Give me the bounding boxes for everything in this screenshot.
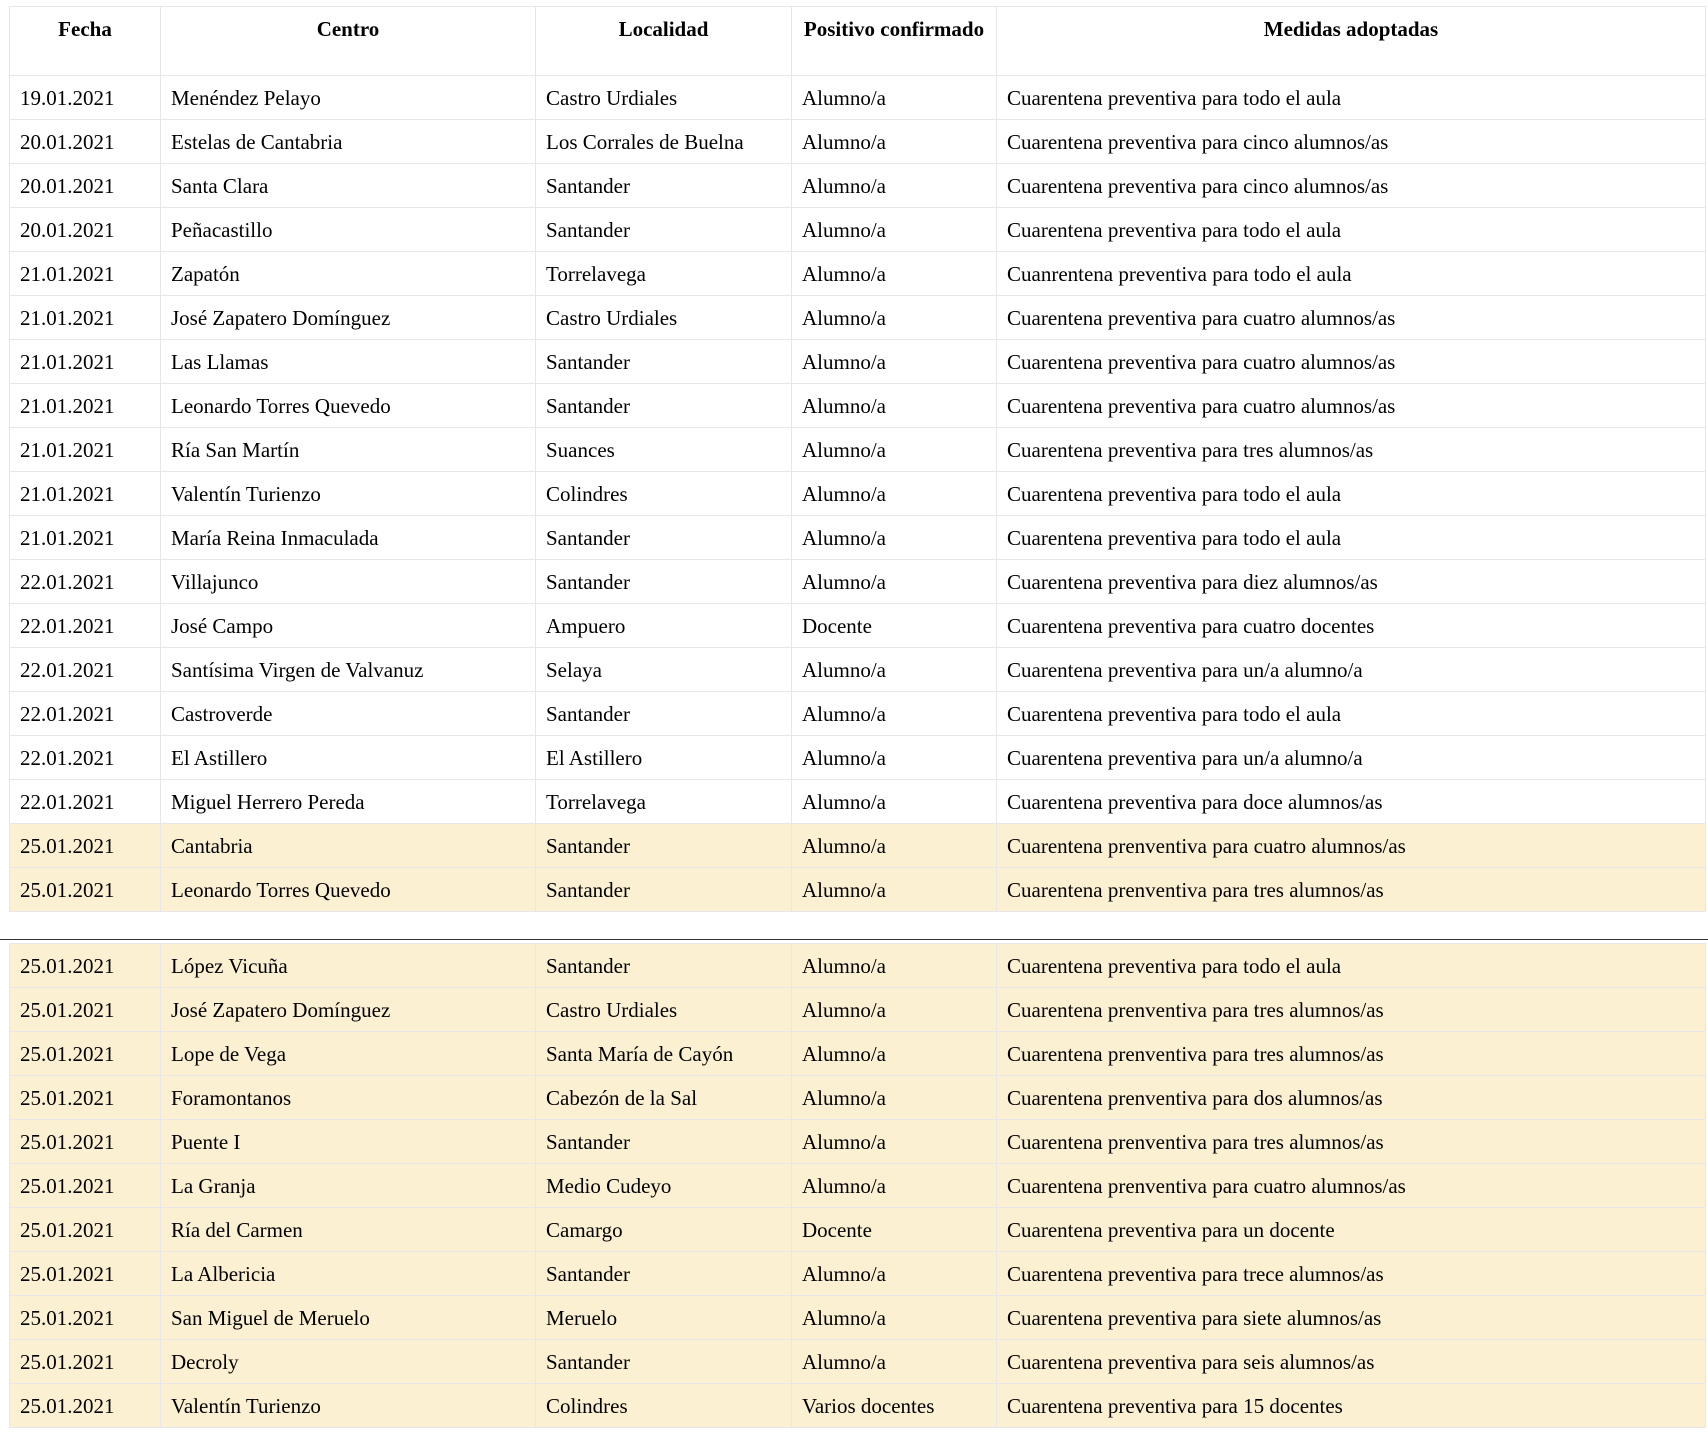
cell-centro: Villajunco: [161, 560, 536, 604]
cell-centro: Foramontanos: [161, 1076, 536, 1120]
cell-fecha: 25.01.2021: [10, 944, 161, 988]
cell-localidad: Cabezón de la Sal: [536, 1076, 792, 1120]
cell-medidas: Cuarentena preventiva para trece alumnos/as: [997, 1252, 1706, 1296]
cell-medidas: Cuarentena preventiva para cuatro alumnos/as: [997, 296, 1706, 340]
cell-medidas: Cuarentena prenventiva para dos alumnos/as: [997, 1076, 1706, 1120]
table-row: [10, 1032, 1706, 1076]
cell-localidad: Santa María de Cayón: [536, 1032, 792, 1076]
cell-fecha: 25.01.2021: [10, 868, 161, 912]
cell-positivo: Alumno/a: [792, 340, 997, 384]
cell-localidad: Selaya: [536, 648, 792, 692]
table-row: [10, 780, 1706, 824]
cell-localidad: Meruelo: [536, 1296, 792, 1340]
cell-fecha: 25.01.2021: [10, 1032, 161, 1076]
cell-positivo: Alumno/a: [792, 944, 997, 988]
cell-medidas: Cuarentena preventiva para un/a alumno/a: [997, 736, 1706, 780]
table-row: [10, 560, 1706, 604]
cell-localidad: Santander: [536, 340, 792, 384]
cell-medidas: Cuarentena preventiva para cinco alumnos/as: [997, 120, 1706, 164]
cell-fecha: 21.01.2021: [10, 384, 161, 428]
cell-positivo: Alumno/a: [792, 1164, 997, 1208]
cell-centro: José Zapatero Domínguez: [161, 988, 536, 1032]
cell-medidas: Cuarentena prenventiva para cuatro alumnos/as: [997, 1164, 1706, 1208]
cell-medidas: Cuarentena preventiva para tres alumnos/as: [997, 428, 1706, 472]
cell-positivo: Alumno/a: [792, 516, 997, 560]
cell-centro: La Granja: [161, 1164, 536, 1208]
cell-localidad: Santander: [536, 692, 792, 736]
cell-positivo: Alumno/a: [792, 824, 997, 868]
cell-fecha: 22.01.2021: [10, 692, 161, 736]
cell-centro: Menéndez Pelayo: [161, 76, 536, 120]
cell-positivo: Alumno/a: [792, 120, 997, 164]
cell-positivo: Alumno/a: [792, 1076, 997, 1120]
cell-centro: Valentín Turienzo: [161, 1384, 536, 1428]
cell-medidas: Cuarentena preventiva para un docente: [997, 1208, 1706, 1252]
cell-positivo: Alumno/a: [792, 736, 997, 780]
cell-medidas: Cuarentena prenventiva para tres alumnos/as: [997, 1032, 1706, 1076]
cell-medidas: Cuarentena prenventiva para tres alumnos/as: [997, 868, 1706, 912]
cell-positivo: Varios docentes: [792, 1384, 997, 1428]
cell-localidad: Castro Urdiales: [536, 296, 792, 340]
table-row: [10, 428, 1706, 472]
table-row: [10, 164, 1706, 208]
cell-medidas: Cuarentena preventiva para todo el aula: [997, 76, 1706, 120]
cell-localidad: Santander: [536, 944, 792, 988]
cell-localidad: Santander: [536, 164, 792, 208]
header-localidad: Localidad: [536, 7, 792, 76]
cell-medidas: Cuarentena preventiva para doce alumnos/as: [997, 780, 1706, 824]
cell-fecha: 25.01.2021: [10, 1208, 161, 1252]
cell-centro: El Astillero: [161, 736, 536, 780]
table-row: [10, 1076, 1706, 1120]
cell-fecha: 21.01.2021: [10, 472, 161, 516]
cell-fecha: 22.01.2021: [10, 560, 161, 604]
header-medidas: Medidas adoptadas: [997, 7, 1706, 76]
cell-fecha: 22.01.2021: [10, 736, 161, 780]
table-row: [10, 604, 1706, 648]
cell-medidas: Cuarentena preventiva para siete alumnos/as: [997, 1296, 1706, 1340]
cell-fecha: 22.01.2021: [10, 648, 161, 692]
cell-localidad: Santander: [536, 824, 792, 868]
cell-centro: Puente I: [161, 1120, 536, 1164]
table-row: [10, 472, 1706, 516]
table-row: [10, 252, 1706, 296]
cell-positivo: Alumno/a: [792, 296, 997, 340]
table-row: [10, 120, 1706, 164]
cell-medidas: Cuarentena preventiva para cinco alumnos/as: [997, 164, 1706, 208]
cell-fecha: 21.01.2021: [10, 252, 161, 296]
cell-fecha: 19.01.2021: [10, 76, 161, 120]
table-row: [10, 648, 1706, 692]
cell-medidas: Cuarentena preventiva para cuatro docentes: [997, 604, 1706, 648]
cell-localidad: Santander: [536, 1252, 792, 1296]
cell-localidad: Santander: [536, 1120, 792, 1164]
cell-fecha: 20.01.2021: [10, 208, 161, 252]
cell-medidas: Cuarentena preventiva para todo el aula: [997, 208, 1706, 252]
cell-fecha: 25.01.2021: [10, 1076, 161, 1120]
table-row: [10, 208, 1706, 252]
cell-positivo: Alumno/a: [792, 252, 997, 296]
cell-fecha: 21.01.2021: [10, 428, 161, 472]
cell-centro: Peñacastillo: [161, 208, 536, 252]
cell-fecha: 21.01.2021: [10, 340, 161, 384]
cell-localidad: Santander: [536, 384, 792, 428]
table-row: [10, 516, 1706, 560]
cell-localidad: Colindres: [536, 472, 792, 516]
cell-medidas: Cuarentena preventiva para todo el aula: [997, 516, 1706, 560]
cell-centro: José Zapatero Domínguez: [161, 296, 536, 340]
cell-localidad: Colindres: [536, 1384, 792, 1428]
cell-fecha: 25.01.2021: [10, 824, 161, 868]
cell-localidad: Santander: [536, 208, 792, 252]
cell-fecha: 25.01.2021: [10, 1120, 161, 1164]
page-divider: [0, 939, 1708, 940]
cell-positivo: Alumno/a: [792, 1340, 997, 1384]
table-row: [10, 1164, 1706, 1208]
cell-positivo: Alumno/a: [792, 868, 997, 912]
cell-centro: Lope de Vega: [161, 1032, 536, 1076]
cell-centro: María Reina Inmaculada: [161, 516, 536, 560]
cell-localidad: Torrelavega: [536, 252, 792, 296]
cell-positivo: Alumno/a: [792, 648, 997, 692]
cell-medidas: Cuarentena preventiva para cuatro alumnos/as: [997, 340, 1706, 384]
cell-centro: Santísima Virgen de Valvanuz: [161, 648, 536, 692]
cell-positivo: Alumno/a: [792, 1032, 997, 1076]
cell-fecha: 22.01.2021: [10, 604, 161, 648]
table-row: [10, 340, 1706, 384]
cell-centro: José Campo: [161, 604, 536, 648]
cell-centro: La Albericia: [161, 1252, 536, 1296]
cell-positivo: Alumno/a: [792, 1296, 997, 1340]
table-row: [10, 1252, 1706, 1296]
cell-centro: Leonardo Torres Quevedo: [161, 868, 536, 912]
cell-fecha: 20.01.2021: [10, 120, 161, 164]
cell-localidad: Santander: [536, 516, 792, 560]
cell-centro: López Vicuña: [161, 944, 536, 988]
cell-medidas: Cuarentena preventiva para todo el aula: [997, 692, 1706, 736]
cell-fecha: 25.01.2021: [10, 1296, 161, 1340]
cell-medidas: Cuarentena prenventiva para tres alumnos/as: [997, 1120, 1706, 1164]
table-row: [10, 988, 1706, 1032]
table-row: [10, 1120, 1706, 1164]
cell-fecha: 25.01.2021: [10, 988, 161, 1032]
header-centro: Centro: [161, 7, 536, 76]
cell-fecha: 21.01.2021: [10, 516, 161, 560]
cell-positivo: Alumno/a: [792, 988, 997, 1032]
cell-positivo: Alumno/a: [792, 692, 997, 736]
cell-medidas: Cuarentena preventiva para un/a alumno/a: [997, 648, 1706, 692]
cell-positivo: Docente: [792, 1208, 997, 1252]
cell-centro: Decroly: [161, 1340, 536, 1384]
cell-centro: Ría del Carmen: [161, 1208, 536, 1252]
cell-medidas: Cuarentena preventiva para 15 docentes: [997, 1384, 1706, 1428]
cases-table-bottom: [9, 943, 1706, 1428]
cell-fecha: 25.01.2021: [10, 1252, 161, 1296]
cell-positivo: Alumno/a: [792, 472, 997, 516]
cell-positivo: Alumno/a: [792, 780, 997, 824]
cell-medidas: Cuarentena prenventiva para cuatro alumnos/as: [997, 824, 1706, 868]
table-row: [10, 944, 1706, 988]
cell-positivo: Alumno/a: [792, 164, 997, 208]
table-row: [10, 1296, 1706, 1340]
table-body-bottom: [10, 944, 1706, 1428]
cell-localidad: Castro Urdiales: [536, 988, 792, 1032]
cases-table-top: [9, 6, 1706, 912]
cell-localidad: Los Corrales de Buelna: [536, 120, 792, 164]
table-row: [10, 692, 1706, 736]
header-positivo: Positivo confirmado: [792, 7, 997, 76]
cell-centro: Ría San Martín: [161, 428, 536, 472]
cell-localidad: Suances: [536, 428, 792, 472]
cell-medidas: Cuarentena preventiva para todo el aula: [997, 944, 1706, 988]
cell-medidas: Cuarentena preventiva para seis alumnos/as: [997, 1340, 1706, 1384]
cell-medidas: Cuarentena preventiva para todo el aula: [997, 472, 1706, 516]
cell-localidad: El Astillero: [536, 736, 792, 780]
cell-centro: Santa Clara: [161, 164, 536, 208]
cell-positivo: Docente: [792, 604, 997, 648]
cell-fecha: 25.01.2021: [10, 1164, 161, 1208]
table-row: [10, 736, 1706, 780]
cell-fecha: 21.01.2021: [10, 296, 161, 340]
cell-positivo: Alumno/a: [792, 208, 997, 252]
table-row: [10, 824, 1706, 868]
table-row: [10, 868, 1706, 912]
cell-localidad: Medio Cudeyo: [536, 1164, 792, 1208]
cell-positivo: Alumno/a: [792, 1120, 997, 1164]
cell-centro: Castroverde: [161, 692, 536, 736]
cell-positivo: Alumno/a: [792, 560, 997, 604]
cell-localidad: Ampuero: [536, 604, 792, 648]
cell-centro: San Miguel de Meruelo: [161, 1296, 536, 1340]
table-row: [10, 1384, 1706, 1428]
cell-fecha: 20.01.2021: [10, 164, 161, 208]
cell-centro: Estelas de Cantabria: [161, 120, 536, 164]
table-header-row: [10, 7, 1706, 76]
cell-localidad: Santander: [536, 1340, 792, 1384]
cell-localidad: Santander: [536, 560, 792, 604]
cell-localidad: Santander: [536, 868, 792, 912]
table-row: [10, 1208, 1706, 1252]
table-row: [10, 1340, 1706, 1384]
table-body-top: [10, 76, 1706, 912]
cell-positivo: Alumno/a: [792, 1252, 997, 1296]
cell-centro: Miguel Herrero Pereda: [161, 780, 536, 824]
cell-medidas: Cuarentena preventiva para cuatro alumnos/as: [997, 384, 1706, 428]
table-row: [10, 296, 1706, 340]
table-row: [10, 384, 1706, 428]
cell-centro: Cantabria: [161, 824, 536, 868]
cell-positivo: Alumno/a: [792, 428, 997, 472]
cell-positivo: Alumno/a: [792, 384, 997, 428]
cell-centro: Zapatón: [161, 252, 536, 296]
cell-localidad: Torrelavega: [536, 780, 792, 824]
cell-medidas: Cuarentena preventiva para diez alumnos/as: [997, 560, 1706, 604]
cell-fecha: 25.01.2021: [10, 1340, 161, 1384]
cell-fecha: 22.01.2021: [10, 780, 161, 824]
cell-fecha: 25.01.2021: [10, 1384, 161, 1428]
cell-localidad: Camargo: [536, 1208, 792, 1252]
table-row: [10, 76, 1706, 120]
header-fecha: Fecha: [10, 7, 161, 76]
cell-positivo: Alumno/a: [792, 76, 997, 120]
cell-localidad: Castro Urdiales: [536, 76, 792, 120]
cell-centro: Valentín Turienzo: [161, 472, 536, 516]
cell-medidas: Cuanrentena preventiva para todo el aula: [997, 252, 1706, 296]
cell-centro: Las Llamas: [161, 340, 536, 384]
cell-medidas: Cuarentena prenventiva para tres alumnos/as: [997, 988, 1706, 1032]
cell-centro: Leonardo Torres Quevedo: [161, 384, 536, 428]
